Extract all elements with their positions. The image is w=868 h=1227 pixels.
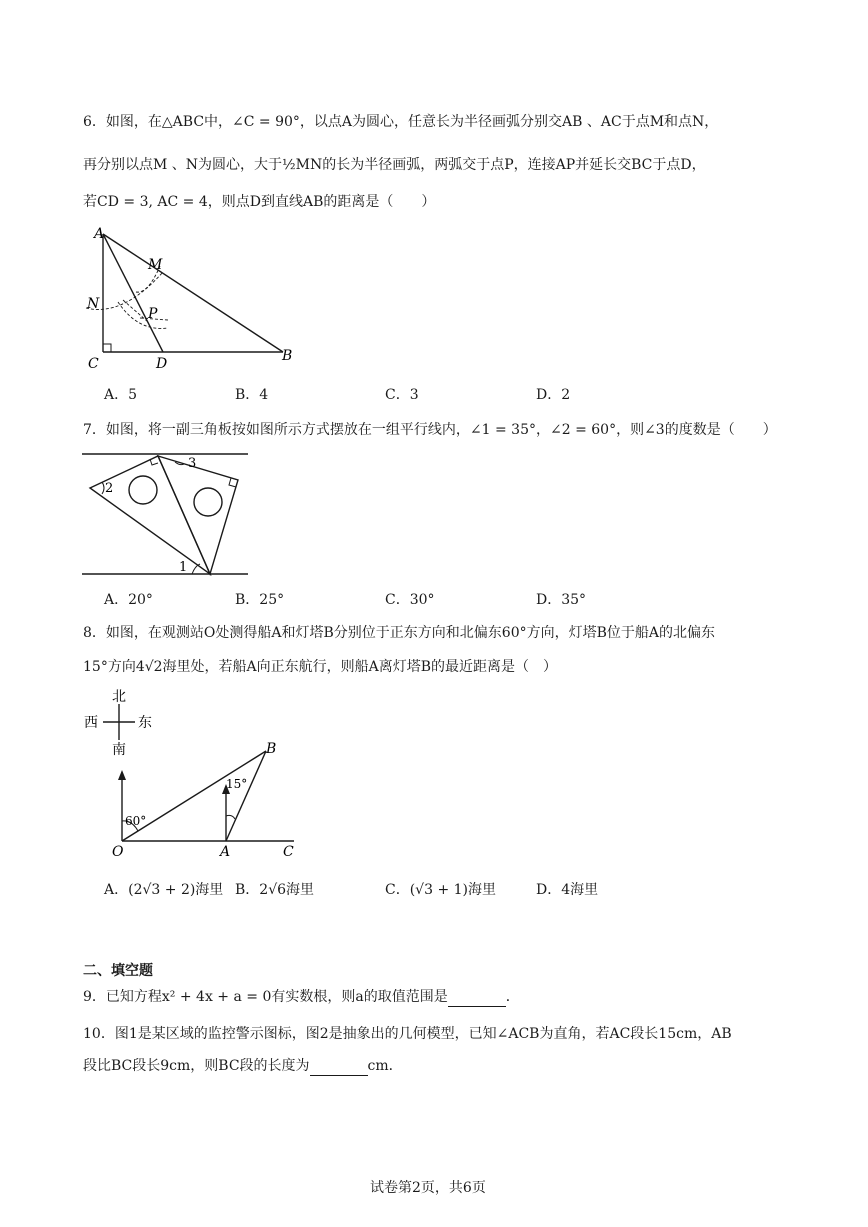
q8-label-C: C	[283, 844, 294, 860]
q6-option-b[interactable]: B．4	[235, 387, 269, 403]
q6-seg-AB	[103, 234, 283, 352]
q8-figure	[80, 688, 300, 860]
page-footer: 试卷第2页，共6页	[370, 1180, 486, 1196]
q6-label-N: N	[87, 296, 100, 312]
q8-angle-15: 15°	[226, 777, 248, 791]
q8-option-b[interactable]: B．2√6海里	[235, 882, 315, 898]
q7-angle-arc-2	[102, 482, 104, 494]
q6-option-a[interactable]: A．5	[104, 387, 138, 403]
q6-label-A: A	[94, 226, 105, 242]
q8-compass-north: 北	[112, 689, 126, 705]
q8-arc-15	[226, 815, 235, 819]
q6-option-c[interactable]: C．3	[385, 387, 419, 403]
q9-line	[83, 987, 520, 1007]
q6-mark-1	[123, 300, 148, 322]
q7-label-3: 3	[188, 456, 197, 471]
q8-arrow-O	[118, 770, 126, 780]
q7-option-c[interactable]: C．30°	[385, 592, 435, 608]
q6-line-3: 若CD = 3, AC = 4，则点D到直线AB的距离是（ ）	[83, 194, 436, 210]
q8-label-B: B	[266, 741, 277, 757]
q9-answer-blank[interactable]	[448, 990, 506, 1007]
q7-line-1: 7．如图，将一副三角板按如图所示方式摆放在一组平行线内，∠1 = 35°，∠2 = 60°，则∠3的度数是（ ）	[83, 422, 777, 438]
q6-label-M: M	[148, 257, 163, 273]
q6-right-angle	[103, 344, 111, 352]
q7-triangle-left	[90, 456, 210, 574]
q8-compass-south: 南	[112, 742, 126, 758]
q6-option-d[interactable]: D．2	[536, 387, 571, 403]
q7-option-b[interactable]: B．25°	[235, 592, 285, 608]
q8-compass-west: 西	[84, 715, 98, 731]
q8-label-A: A	[220, 844, 231, 860]
section-2-title: 二、填空题	[83, 963, 153, 979]
q8-option-c[interactable]: C．(√3 + 1)海里	[385, 882, 497, 898]
q8-line-2: 15°方向4√2海里处，若船A向正东航行，则船A离灯塔B的最近距离是（ ）	[83, 659, 558, 675]
q6-arc-M	[118, 302, 168, 328]
q6-figure	[78, 222, 308, 372]
q8-option-d[interactable]: D．4海里	[536, 882, 599, 898]
q8-line-1: 8．如图，在观测站O处测得船A和灯塔B分别位于正东方向和北偏东60°方向，灯塔B位于船A的北偏东	[83, 625, 715, 641]
q8-compass-east: 东	[138, 715, 152, 731]
q6-label-C: C	[88, 356, 99, 372]
q6-label-D: D	[156, 356, 168, 372]
q8-seg-AB	[226, 751, 266, 841]
q7-option-d[interactable]: D．35°	[536, 592, 587, 608]
q8-angle-60: 60°	[125, 814, 147, 828]
q6-label-P: P	[148, 306, 158, 322]
q6-seg-AD	[103, 234, 163, 352]
q10-line-2-post: cm．	[367, 1058, 403, 1074]
q8-label-O: O	[112, 844, 124, 860]
q8-option-a[interactable]: A．(2√3 + 2)海里	[104, 882, 224, 898]
q7-option-a[interactable]: A．20°	[104, 592, 153, 608]
q7-label-2: 2	[105, 481, 114, 496]
q6-line-2: 再分别以点M 、N为圆心，大于½MN的长为半径画弧，两弧交于点P，连接AP并延长交BC于点D，	[83, 157, 706, 173]
q7-circle-left	[129, 476, 157, 504]
q10-line-2	[83, 1056, 403, 1076]
q9-text: 9．已知方程x² + 4x + a = 0有实数根，则a的取值范围是	[83, 989, 448, 1005]
q7-triangle-right	[158, 456, 238, 574]
q10-line-2-pre: 段比BC段长9cm，则BC段的长度为	[83, 1058, 310, 1074]
q6-line-1: 6．如图，在△ABC中，∠C = 90°，以点A为圆心，任意长为半径画弧分别交AB 、AC于点M和点N，	[83, 114, 719, 130]
q7-label-1: 1	[179, 560, 188, 575]
q7-circle-right	[194, 488, 222, 516]
q9-after: ．	[505, 989, 520, 1005]
q7-figure	[80, 450, 252, 580]
q10-line-1: 10．图1是某区域的监控警示图标，图2是抽象出的几何模型，已知∠ACB为直角，若AC段长15cm，AB	[83, 1026, 732, 1042]
q6-label-B: B	[282, 348, 293, 364]
q10-answer-blank[interactable]	[310, 1059, 368, 1076]
